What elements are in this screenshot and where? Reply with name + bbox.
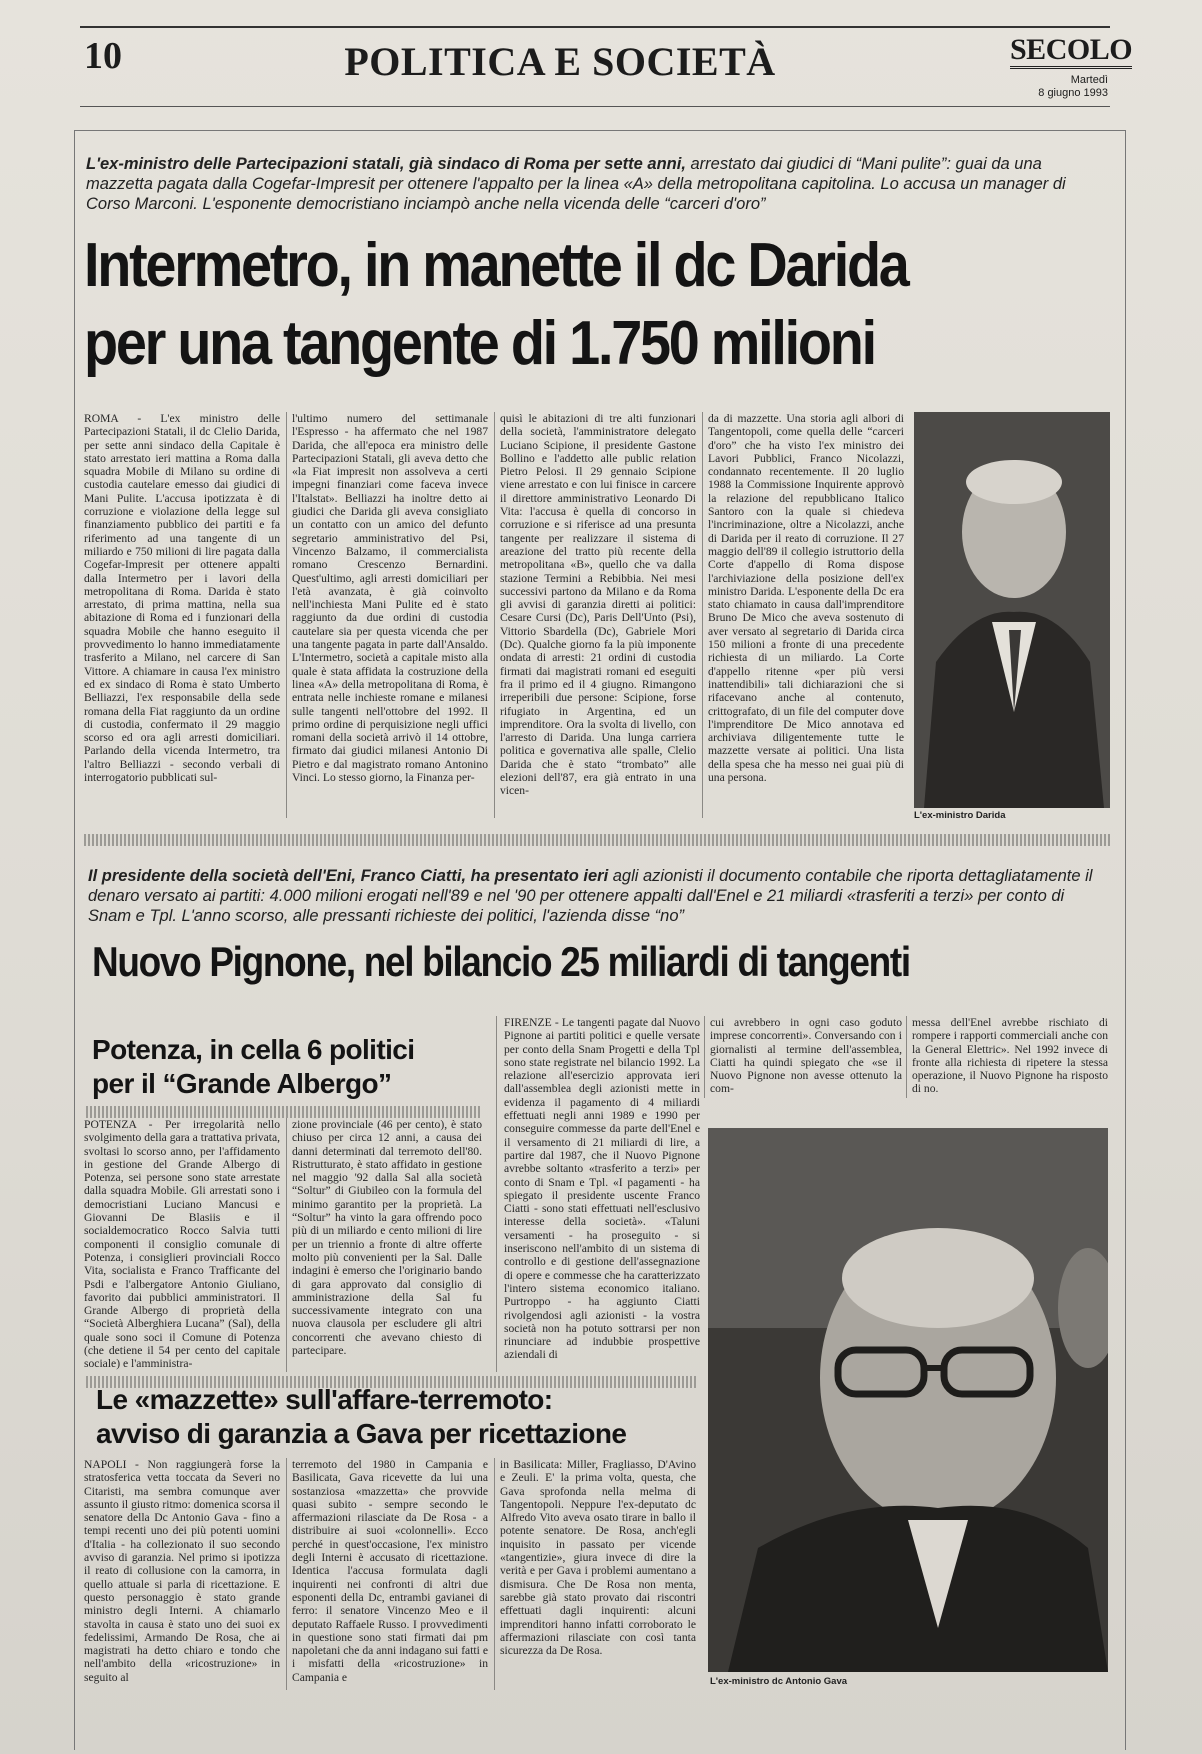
story2-kicker-lead: Il presidente della società dell'Eni, Franco Ciatti, ha presentato ieri xyxy=(88,867,609,885)
story1-column-3: quisì le abitazioni di tre alti funzionari della società, l'amministratore delegato Luciano Scipione, il presidente Gastone Bollino e l'addetto alle public relation Pietro Pelosi. Il 29 gennaio Scipione viene arrestato e con lui finisce in carcere il direttore amministrativo Leonardo Di Vita: l'accusa è quella di concorso in corruzione e si riferisce ad una presunta tangente per realizzare il sistema di areazione del tratto più recente della metropolitana «B», quello che va dalla stazione Termini a Rebibbia. Nei mesi successivi partono da Milano e da Roma gli avvisi di garanzia diretti ai politici: Cesare Cursi (Dc), Paris Dell'Unto (Psi), Vittorio Sbardella (Dc), Gabriele Mori (Dc). Qualche giorno fa la più imponente ondata di arresti: 21 ordini di custodia firmati dai magistrati romani ed eseguiti fra il primo ed il 4 giugno. Rimangono irreperibili due persone: Scipione, forse rifugiato in Argentina, ed un imprenditore. Ora la svolta di livello, con l'arresto di Darida. Una lunga carriera politica e governativa alle spalle, Clelio Darida che è stato “trombato” alle elezioni dell'87, era già entrato in una vicen- xyxy=(500,412,696,798)
story1-kicker xyxy=(86,154,1096,214)
story1-kicker-text: arrestato dai giudici di “Mani pulite”: guai da una mazzetta pagata dalla Cogefar-Impresit per ottenere l'appalto per la linea «A» della metropolitana capitolina. Lo accusa un manager di Corso Marconi. L'esponente democristiano inciampò anche nella vicenda delle “carceri d'oro” xyxy=(86,155,1066,213)
darida-photo-caption: L'ex-ministro Darida xyxy=(914,810,1006,821)
darida-photo xyxy=(914,412,1110,808)
story2-headline: Nuovo Pignone, nel bilancio 25 miliardi di tangenti xyxy=(92,938,910,985)
dateline xyxy=(1010,74,1108,100)
portrait-silhouette-icon xyxy=(708,1128,1108,1672)
dateline-day: Martedì xyxy=(1070,74,1108,86)
section-title: POLITICA E SOCIETÀ xyxy=(344,39,776,84)
dateline-date: 8 giugno 1993 xyxy=(1038,87,1108,99)
story3-headline-line2: per il “Grande Albergo” xyxy=(92,1068,392,1099)
story2-column-3: messa dell'Enel avrebbe rischiato di rompere i rapporti commerciali anche con la General Elettric». Nel 1992 invece di fronte alla richiesta di ripetere la stessa operazione, il Nuovo Pignone ha risposto di no. xyxy=(912,1016,1108,1096)
story1-column-1: ROMA - L'ex ministro delle Partecipazioni Statali, il dc Clelio Darida, per sette anni sindaco della Capitale è stato arrestato ieri mattina a Roma dalla squadra Mobile di Milano su ordine di custodia cautelare emesso dai giudici di Mani Pulite. L'accusa ipotizzata è di corruzione e violazione della legge sul finanziamento pubblico dei partiti e fa riferimento ad una tangente di un miliardo e 750 milioni di lire pagata dalla Cogefar-Impresit per ottenere appalti dalla Intermetro per i lavori della metropolitana di Roma. Darida è stato arrestato, di prima mattina, nella sua abitazione di Roma ed i funzionari della squadra Mobile che hanno eseguito il provvedimento lo hanno immediatamente trasferito a Milano, nel carcere di San Vittore. A chiamare in causa l'ex ministro ed ex sindaco di Roma è stato Umberto Belliazzi, l'ex responsabile della sede romana della Fiat raggiunto da un ordine di custodia, confermato il 29 maggio scorso ed ora agli arresti domiciliari. Parlando della vicenda Intermetro, tra l'altro Belliazzi - secondo verbali di interrogatorio pubblicati sul- xyxy=(84,412,280,785)
section-divider xyxy=(84,834,1110,846)
column-rule xyxy=(286,1118,287,1372)
header-rule xyxy=(80,106,1110,107)
gava-photo-caption: L'ex-ministro dc Antonio Gava xyxy=(710,1676,848,1687)
story3-column-2: zione provinciale (46 per cento), è stato chiuso per circa 12 anni, a causa dei danni determinati dal terremoto dell'80. Ristrutturato, è stato affidato in gestione nel maggio '92 dalla Sal alla società “Soltur” di Giubileo con la formula del minimo garantito per la proprietà. La “Soltur” ha vinto la gara offrendo poco più di un miliardo e cento milioni di lire per un triennio a fronte di altre offerte molto più convenienti per la Sal. Dalle indagini è emerso che l'originario bando di gara approvato dal consiglio di amministrazione della Sal fu successivamente integrato con una nuova clausola per escludere gli altri concorrenti che avevano chiesto di partecipare. xyxy=(292,1118,482,1358)
story3-column-1: POTENZA - Per irregolarità nello svolgimento della gara a trattativa privata, svoltasi lo scorso anno, per l'affidamento in gestione del Grande Albergo di Potenza, sei persone sono state arrestate dalla squadra Mobile. Gli arrestati sono i democristiani Luciano Mancusi e Giovanni De Blasiis e il socialdemocratico Rocco Salvia tutti componenti il consiglio comunale di Potenza, i consiglieri provinciali Rocco Vita, socialista e Franco Trafficante del Psdi e l'albergatore Antonio Giuliano, favorito dai pubblici amministratori. Il Grande Albergo di proprietà della “Società Alberghiera Lucana” (Sal), della quale sono soci il Comune di Potenza (che detiene il 54 per cento del capitale sociale) e l'amministra- xyxy=(84,1118,280,1371)
story4-headline-line1: Le «mazzette» sull'affare-terremoto: xyxy=(96,1384,553,1415)
column-rule xyxy=(702,412,703,818)
story4-headline-line2: avviso di garanzia a Gava per ricettazione xyxy=(96,1418,627,1449)
story1-column-4: da di mazzette. Una storia agli albori di Tangentopoli, come quella delle “carceri d'oro” che ha visto l'ex ministro dei Lavori Pubblici, Franco Nicolazzi, condannato recentemente. Il 20 luglio 1988 la Commissione Inquirente approvò la relazione del repubblicano Italico Santoro con la quale si chiedeva l'incriminazione, oltre a Nicolazzi, anche di Darida per il reato di corruzione. Il 27 maggio dell'89 il collegio istruttorio della Corte d'appello di Roma dispose l'archiviazione della posizione dell'ex ministro Darida. L'esponente della Dc era stato chiamato in causa dall'imprenditore Bruno De Mico che aveva sostenuto di aver versato al segretario di Darida circa 150 milioni a fronte di una precedente richiesta di un miliardo. La Corte d'appello ritenne «per più versi inattendibili» tali dichiarazioni che si rifacevano anche al contenuto, crittografato, di un file del computer dove l'imprenditore De Mico annotava ed archiviava diligentemente tutte le mazzette versate ai politici. Una lista della spesa che ha messo nei guai più di una persona. xyxy=(708,412,904,785)
portrait-silhouette-icon xyxy=(914,412,1110,808)
column-rule xyxy=(286,412,287,818)
top-rule xyxy=(80,26,1110,28)
column-rule xyxy=(494,412,495,818)
column-rule xyxy=(906,1016,907,1098)
gava-photo xyxy=(708,1128,1108,1672)
page-number: 10 xyxy=(84,35,122,77)
newspaper-logo: SECOLO xyxy=(1010,34,1132,69)
story2-kicker-text: agli azionisti il documento contabile che riporta dettagliatamente il denaro versato ai partiti: 4.000 milioni erogati nell'89 e nel '90 per ottenere appalti dall'Enel e 21 miliardi «trasferiti a terzi» per conto di Snam e Tpl. L'anno scorso, alle pressanti richieste dei politici, l'azienda disse “no” xyxy=(88,867,1093,925)
column-rule xyxy=(704,1016,705,1098)
story1-kicker-lead: L'ex-ministro delle Partecipazioni statali, già sindaco di Roma per sette anni, xyxy=(86,155,686,173)
story2-kicker xyxy=(88,866,1098,926)
story2-column-1: FIRENZE - Le tangenti pagate dal Nuovo Pignone ai partiti politici e quelle versate per conto della Snam Progetti e della Tpl sono state registrate nel bilancio 1992. La relazione all'esercizio approvata ieri dall'assemblea degli azionisti mette in evidenza il pagamento di 4 miliardi effettuati negli anni 1989 e 1990 per conseguire commesse da parte dell'Enel e il versamento di 21 miliardi di lire, a partire dal 1987, che il Nuovo Pignone avrebbe soltanto «trasferito a terzi» per conto di Snam e Tpl. «I pagamenti - ha spiegato il presidente uscente Franco Ciatti - sono stati effettuati nell'esclusivo interesse della società». «Taluni versamenti - ha proseguito - si inseriscono nell'ambito di un sistema di controllo e di gestione dell'assegnazione di opere e commesse che ha caratterizzato l'intero sistema economico italiano. Purtroppo - ha aggiunto Ciatti rivolgendosi agli azionisti - la vostra società non ha potuto sottrarsi per non rinunciare ad indubbie prospettive aziendali di xyxy=(504,1016,700,1362)
story3-divider xyxy=(86,1106,480,1118)
story1-headline-line1: Intermetro, in manette il dc Darida xyxy=(84,231,908,300)
story4-column-2: terremoto del 1980 in Campania e Basilicata, Gava ricevette da lui una sostanziosa «mazzetta» che provvide quasi subito - sempre secondo le affermazioni rilasciate da De Rosa - a distribuire ai suoi «colonnelli». Ecco perché in quest'occasione, l'ex ministro degli Interni è accusato di ricettazione. Identica l'accusa formulata dagli inquirenti nei confronti di altri due esponenti della Dc, entrambi gavianei di ferro: il senatore Vincenzo Meo e il deputato Raffaele Russo. I provvedimenti in questione sono stati firmati dai pm napoletani che da anni indagano sui fatti e i misfatti della «ricostruzione» in Campania e xyxy=(292,1458,488,1684)
story4-column-1: NAPOLI - Non raggiungerà forse la stratosferica vetta toccata da Severi no Citaristi, ma sembra comunque aver assunto il giusto ritmo: domenica scorsa il senatore della Dc Antonio Gava - fino a tempi recenti uno dei più potenti uomini d'Italia - ha collezionato il suo secondo avviso di garanzia. Nel primo si ipotizza il reato di collusione con la camorra, in quello attuale si parla di ricettazione. E questo personaggio è stato grande ministro degli Interni. A chiamarlo stavolta in causa è stato uno dei suoi ex fedelissimi, Armando De Rosa, che ai magistrati ha detto chiaro e tondo che nell'ambito della «ricostruzione» in seguito al xyxy=(84,1458,280,1684)
story4-column-3: in Basilicata: Miller, Fragliasso, D'Avino e Zeuli. E' la prima volta, questa, che Gava sprofonda nella melma di Tangentopoli. Neppure l'ex-deputato dc Alfredo Vito aveva osato tirare in ballo il potente senatore. De Rosa, anch'egli inquisito in passato per vicende «tangentizie», giura invece di dire la verità e per Gava i problemi aumentano a dismisura. Che De Rosa non menta, sarebbe già stato provato dai riscontri effettuati dagli inquirenti: alcuni imprenditori hanno infatti corroborato le affermazioni rilasciate con così tanta sicurezza da De Rosa. xyxy=(500,1458,696,1658)
column-rule xyxy=(286,1458,287,1690)
column-rule xyxy=(494,1458,495,1690)
story1-headline-line2: per una tangente di 1.750 milioni xyxy=(84,309,875,378)
story3-headline-line1: Potenza, in cella 6 politici xyxy=(92,1034,415,1065)
story1-column-2: l'ultimo numero del settimanale l'Espresso - ha affermato che nel 1987 Darida, che all'epoca era ministro delle Partecipazioni Statali, gli aveva detto che «la Fiat impresit non assolveva a certi impegni finanziari come faceva invece l'Italstat». Belliazzi ha inoltre detto ai giudici che Darida gli aveva consigliato un contatto con un amico del defunto segretario amministrativo del Psi, Vincenzo Balzamo, il commercialista romano Crescenzo Bernardini. Quest'ultimo, agli arresti domiciliari per l'età avanzata, è già coinvolto nell'inchiesta Mani Pulite ed è stato raggiunto da due ordini di custodia cautelare sia per questa vicenda che per una tangente pagata in parte dall'Ansaldo. L'Intermetro, società a capitale misto alla quale è stata affidata la costruzione della linea «A» della metropolitana di Roma, è entrata nelle inchieste romane e milanesi sulle tangenti nell'ottobre del 1992. Il primo ordine di perquisizione negli uffici romani della società arrivò il 14 ottobre, firmato dai giudici milanesi Antonio Di Pietro e dal magistrato romano Antonino Vinci. Lo stesso giorno, la Finanza per- xyxy=(292,412,488,785)
story2-column-2: cui avrebbero in ogni caso goduto imprese concorrenti». Conversando con i giornalisti al termine dell'assemblea, Ciatti ha quindi spiegato che «se il Nuovo Pignone non avesse ottenuto la com- xyxy=(710,1016,902,1096)
column-rule xyxy=(496,1016,497,1372)
